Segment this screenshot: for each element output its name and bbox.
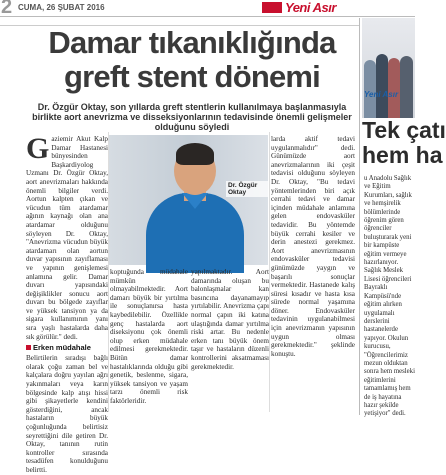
photo-figure-hair: [176, 143, 214, 165]
column-1-text: aziemir Akut Kalp Damar Hastanesi bünyesinden Başkardiyolog Uzmanı Dr. Özgür Oktay, aort anevrizmaları hakkında önemli bilgiler verdi. Aortun kalpten çıkan ve vücudun tüm atardamar ağının kaynağı olan ana atardamar olduğunu söyleyen Dr. Oktay, "Anevrizma vücudun büyük atardamarı olan aortun duvar yapısının zayıflaması ve yapının genişlemesi anlamına gelir. Damar duvarı yapısındaki değişiklikler sonucu aort duvarı bu bölgede zayıflar ve yüksek tansiyon ya da sigara kullanımının yanı sıra yaşlı hastalarda daha sık görülür." dedi.: [26, 135, 108, 341]
section-divider: [359, 18, 360, 415]
page-header: [0, 0, 415, 17]
doctor-photo: [108, 135, 268, 265]
photo-person: [388, 58, 400, 118]
subheading-text: Erken müdahale: [33, 343, 91, 353]
headline-line-2: greft stent dönemi: [63, 59, 320, 94]
column-1-text-2: Belirtilerin sıradışı bağlı olarak çoğu zaman bel ve kalçalara doğru yayılan ağrı yakınmaları veya karın bölgesinde kalp atışı hissi gibi şikayetlerle kendini gösterdiğini, ancak hastaların büyük çoğunluğunda belirtisiz seyrettiğini dile getiren Dr. Oktay, tanının rutin kontroller sırasında tesadüfen konulduğunu belirtti.: [26, 354, 108, 474]
column-rule: [108, 132, 109, 412]
sidebar-brand: Yeni Asır: [364, 90, 399, 99]
logo-mark-icon: [262, 2, 282, 13]
photo-person: [376, 54, 388, 118]
newspaper-logo: [262, 1, 336, 14]
issue-date: CUMA, 26 ŞUBAT 2016: [18, 3, 105, 12]
sidebar-headline-line-1: Tek çatı: [362, 117, 446, 143]
group-photo: [362, 18, 415, 118]
sidebar-article-text: u Anadolu Sağlık ve Eğitim Kurumları, sağlık ve hemşirelik bölümlerinde öğrenim gören öğrenciler buluşturarak yeni bir kampüste eğitim vermeye hazırlanıyor. Sağlık Meslek Lisesi öğrencileri Bayraklı Kampüsü'nde eğitim alırken uygulamalı derslerini hastanelerde yapıyor. Okulun kurucusu, "Öğrencilerimiz mezun olduktan sonra hem mesleki eğitimlerini tamamlamış hem de iş hayatına hazır şekilde yetişiyor" dedi.: [364, 175, 415, 418]
drop-cap: G: [26, 132, 50, 165]
article-column-2: koptuğunda müdahale mümkün olmayabilmektedir. Aort damarı büyük bir yırtılma ile sonuçlanırsa hasta kaybedilebilir. Özellikle genç hastalarda aort diseksiyonu çok önemli olup erken müdahale edilmesi gerekmektedir. Bütün damar hastalıklarında olduğu gibi genetik, beslenme, sigara, yüksek tansiyon ve yaşam tarzı önemli risk faktörleridir.: [110, 268, 188, 405]
article-column-1: [26, 132, 108, 475]
article-column-4: larda aktif tedavi uygulanmalıdır" dedi. Günümüzde aort anevrizmalarının iki çeşit tedavisi olduğunu söyleyen Dr. Oktay, "Bu tedavi yöntemlerinden biri açık cerrahi tedavi ve damar içinden müdahale anlamına gelen endovasküler tedavidir. Bu yöntemde büyük cerrahi kesiler ve derin anestezi gerekmez. Aort anevrizmasının endovasküler tedavisi günümüzde yaygın ve başarılı sonuçlar vermektedir. Hastanede kalış süresi kısadır ve hasta kısa sürede normal yaşamına döner. Endovasküler tedavinin uygulanabilmesi için anevrizmanın yapısının uygun olması gerekmektedir." şeklinde konuştu.: [271, 135, 355, 358]
article-column-3: yapılmaktadır. Aort damarında oluşan bu balonlaşmalar kan basıncına dayanamayıp yırtılabilir. Anevrizma çapı normal çapın iki katına ulaştığında damar yırtılma riski artar. Bu nedenle erken tanı büyük önem taşır ve hastaların düzenli kontrollerini aksatmaması gerekmektedir.: [191, 268, 269, 371]
sidebar-headline-line-2: hem ha: [362, 142, 443, 168]
article-deck: Dr. Özgür Oktay, son yıllarda greft stentlerin kullanılmaya başlanmasıyla birlikte aort anevrizma ve disseksiyonlarının tedavisinde önemli gelişmeler olduğunu söyledi: [32, 102, 352, 132]
square-bullet-icon: [26, 345, 31, 350]
article-headline: [26, 26, 358, 94]
photo-caption: Dr. Özgür Oktay: [226, 181, 268, 197]
logo-text: Yeni Asır: [285, 0, 336, 15]
photo-person: [364, 60, 376, 118]
sidebar-headline: [362, 117, 446, 168]
column-rule: [269, 132, 270, 412]
subheading: [26, 343, 108, 352]
page-number: 2: [1, 0, 12, 18]
photo-person: [400, 56, 413, 118]
headline-line-1: Damar tıkanıklığında: [48, 25, 336, 60]
